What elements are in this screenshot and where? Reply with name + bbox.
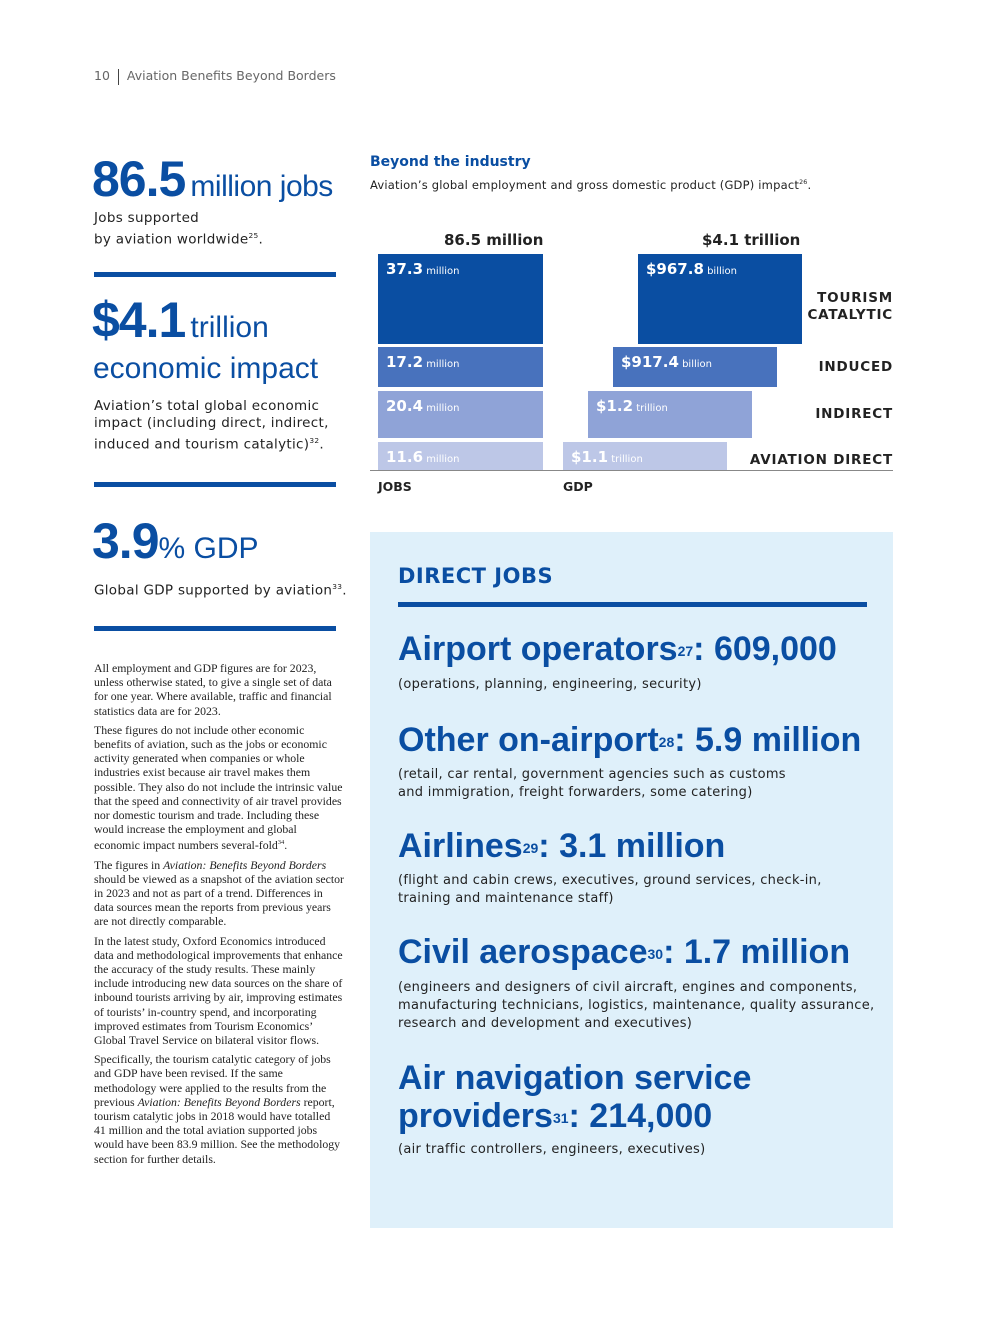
note-paragraph: In the latest study, Oxford Economics introduced data and methodological improvements that enhance the accuracy of the study results. These mainly include introducing new data sources on the share of inbound tourists arriving by air, improving estimates of tourists’ in-country spend, and incorporating improved estimates from Tourism Economics’ Global Travel Service on bilateral visitor flows. [94,933,343,1047]
chart-subtitle-text: Aviation’s global employment and gross domestic product (GDP) impact [370,178,800,192]
footnote-ref: 25 [248,231,259,240]
desc-line: research and development and executives) [398,1016,693,1031]
jobs-bar-value-label: 11.6 million [386,448,460,466]
job-count: : 3.1 million [538,827,726,865]
job-count: : 1.7 million [663,933,851,971]
stat-jobs-number: 86.5 [92,151,186,207]
note-text: report, tourism catalytic jobs in 2018 would have totalled 41 million and the total aviation supported jobs would have been 83.9 million. See the methodology section for further details. [94,1094,341,1166]
punctuation: . [319,436,324,453]
divider-rule [94,626,336,631]
desc-line: and immigration, freight forwarders, some catering) [398,785,753,800]
category-label-indirect: INDIRECT [815,406,893,422]
desc-line: (retail, car rental, government agencies such as customs [398,767,786,782]
desc-line: (engineers and designers of civil aircraft, engines and components, [398,980,858,995]
report-title-italic: Aviation: Benefits Beyond Borders [163,857,327,872]
job-category: Other on-airport [398,721,659,759]
note-text: These figures do not include other economic benefits of aviation, such as the jobs or economic activity generated when companies or whole industries exist because air travel makes them possible. They also do not include the intrinsic value that the speed and connectivity of air travel provides nor domestic tourism and trade. Including these would increase the employment and global economic impact numbers several-fold [94,722,343,853]
footnote-ref: 29 [522,840,539,856]
stat-jobs-unit: million jobs [190,170,333,203]
air-navigation-title [398,1059,751,1135]
chart-baseline [370,470,893,471]
stat-economic-unit2: economic impact [93,352,319,385]
other-on-airport-desc [398,766,786,802]
airlines-title [398,827,725,865]
note-text: should be viewed as a snapshot of the aviation sector in 2023 and not as part of a trend. Differences in data sources mean the reports from previous years are not directly comparable. [94,871,344,929]
stat-gdp-desc [94,578,347,600]
stat-economic-desc-line: impact (including direct, indirect, [94,415,329,431]
footnote-ref: 31 [552,1110,569,1126]
gdp-bar-value-label: $1.2 trillion [596,397,668,415]
jobs-bar-value-label: 37.3 million [386,260,460,278]
airlines-desc [398,872,822,908]
report-title-italic: Aviation: Benefits Beyond Borders [137,1094,301,1109]
chart-title: Beyond the industry [370,154,531,170]
note-text: The figures in [94,857,164,872]
gdp-bar-value-label: $917.4 billion [621,353,712,371]
desc-line: training and maintenance staff) [398,891,614,906]
note-paragraph: All employment and GDP figures are for 2023, unless otherwise stated, to give a single set of data for one year. Where available, traffic and financial statistics data are for 2023. [94,661,332,718]
gdp-axis-label: GDP [563,479,593,494]
desc-line: (flight and cabin crews, executives, ground services, check-in, [398,873,822,888]
footnote-ref: 27 [677,643,694,659]
direct-jobs-heading: DIRECT JOBS [398,564,554,588]
air-navigation-desc: (air traffic controllers, engineers, executives) [398,1142,706,1157]
jobs-bar-value-label: 17.2 million [386,353,460,371]
footnote-ref: 26 [799,179,808,187]
chart-subtitle: Aviation’s global employment and gross domestic product (GDP) impact$^{26}$. [370,178,812,192]
jobs-axis-label: JOBS [378,479,412,494]
stat-gdp-number: 3.9 [92,513,159,569]
airport-operators-title [398,630,837,668]
punctuation: . [258,231,264,248]
jobs-total-label: 86.5 million [444,231,544,249]
category-label-induced: INDUCED [818,358,893,375]
gdp-bar-value-label: $1.1 trillion [571,448,643,466]
footnote-ref: 33 [332,582,343,591]
footnote-ref: 34 [277,839,285,847]
stat-jobs-desc-line: Jobs supported [94,210,200,226]
impact-chart [0,0,992,520]
gdp-bar-value-label: $967.8 billion [646,260,737,278]
job-category: Civil aerospace [398,933,648,971]
note-paragraph [94,1052,344,1166]
stat-economic-desc-line: induced and tourism catalytic) [94,436,310,453]
footnote-ref: 32 [309,436,320,445]
category-label-aviation-direct: AVIATION DIRECT [749,451,893,468]
page-number: 10 [94,68,110,83]
category-label-tourism-catalytic: TOURISM CATALYTIC [807,290,893,323]
methodology-notes [94,661,344,1171]
job-count: : 214,000 [568,1097,713,1135]
note-paragraph [94,858,344,929]
stat-jobs-desc-line: by aviation worldwide [94,231,249,248]
stat-gdp-desc-line: Global GDP supported by aviation [94,582,333,599]
punctuation: . [342,582,347,599]
civil-aerospace-title [398,933,850,971]
job-count: : 5.9 million [674,721,862,759]
jobs-bar-value-label: 20.4 million [386,397,460,415]
stat-economic-desc-line: Aviation’s total global economic [94,398,320,414]
job-category: Air navigation service [398,1059,752,1097]
stat-gdp-unit: % GDP [158,532,259,565]
gdp-total-label: $4.1 trillion [702,231,801,249]
job-category: Airport operators [398,630,678,668]
document-title: Aviation Benefits Beyond Borders [126,68,336,83]
other-on-airport-title [398,721,861,759]
direct-jobs-rule [398,602,867,607]
stat-economic-unit: trillion [190,311,269,344]
stat-economic-number: $4.1 [92,292,186,348]
note-paragraph: These figures do not include other economic benefits of aviation, such as the jobs or economic activity generated when companies or whole industries exist because air travel makes them possible. They also do not include the intrinsic value that the speed and connectivity of air travel provides nor domestic tourism and trade. Including these would increase the employment and global economic impact numbers several-fold$^{34}$. [94,722,343,853]
stat-gdp [92,512,259,570]
footnote-ref: 28 [658,734,675,750]
civil-aerospace-desc [398,979,874,1033]
job-count: : 609,000 [693,630,837,668]
desc-line: manufacturing technicians, logistics, maintenance, quality assurance, [398,998,875,1013]
job-category: Airlines [398,827,523,865]
footnote-ref: 30 [647,946,664,962]
airport-operators-desc: (operations, planning, engineering, security) [398,677,702,692]
job-category: providers [398,1097,553,1135]
note-text: Specifically, the tourism catalytic category of jobs and GDP have been revised. If the same methodology were applied to the results from the previous [94,1052,331,1109]
direct-jobs-panel [370,532,893,1228]
